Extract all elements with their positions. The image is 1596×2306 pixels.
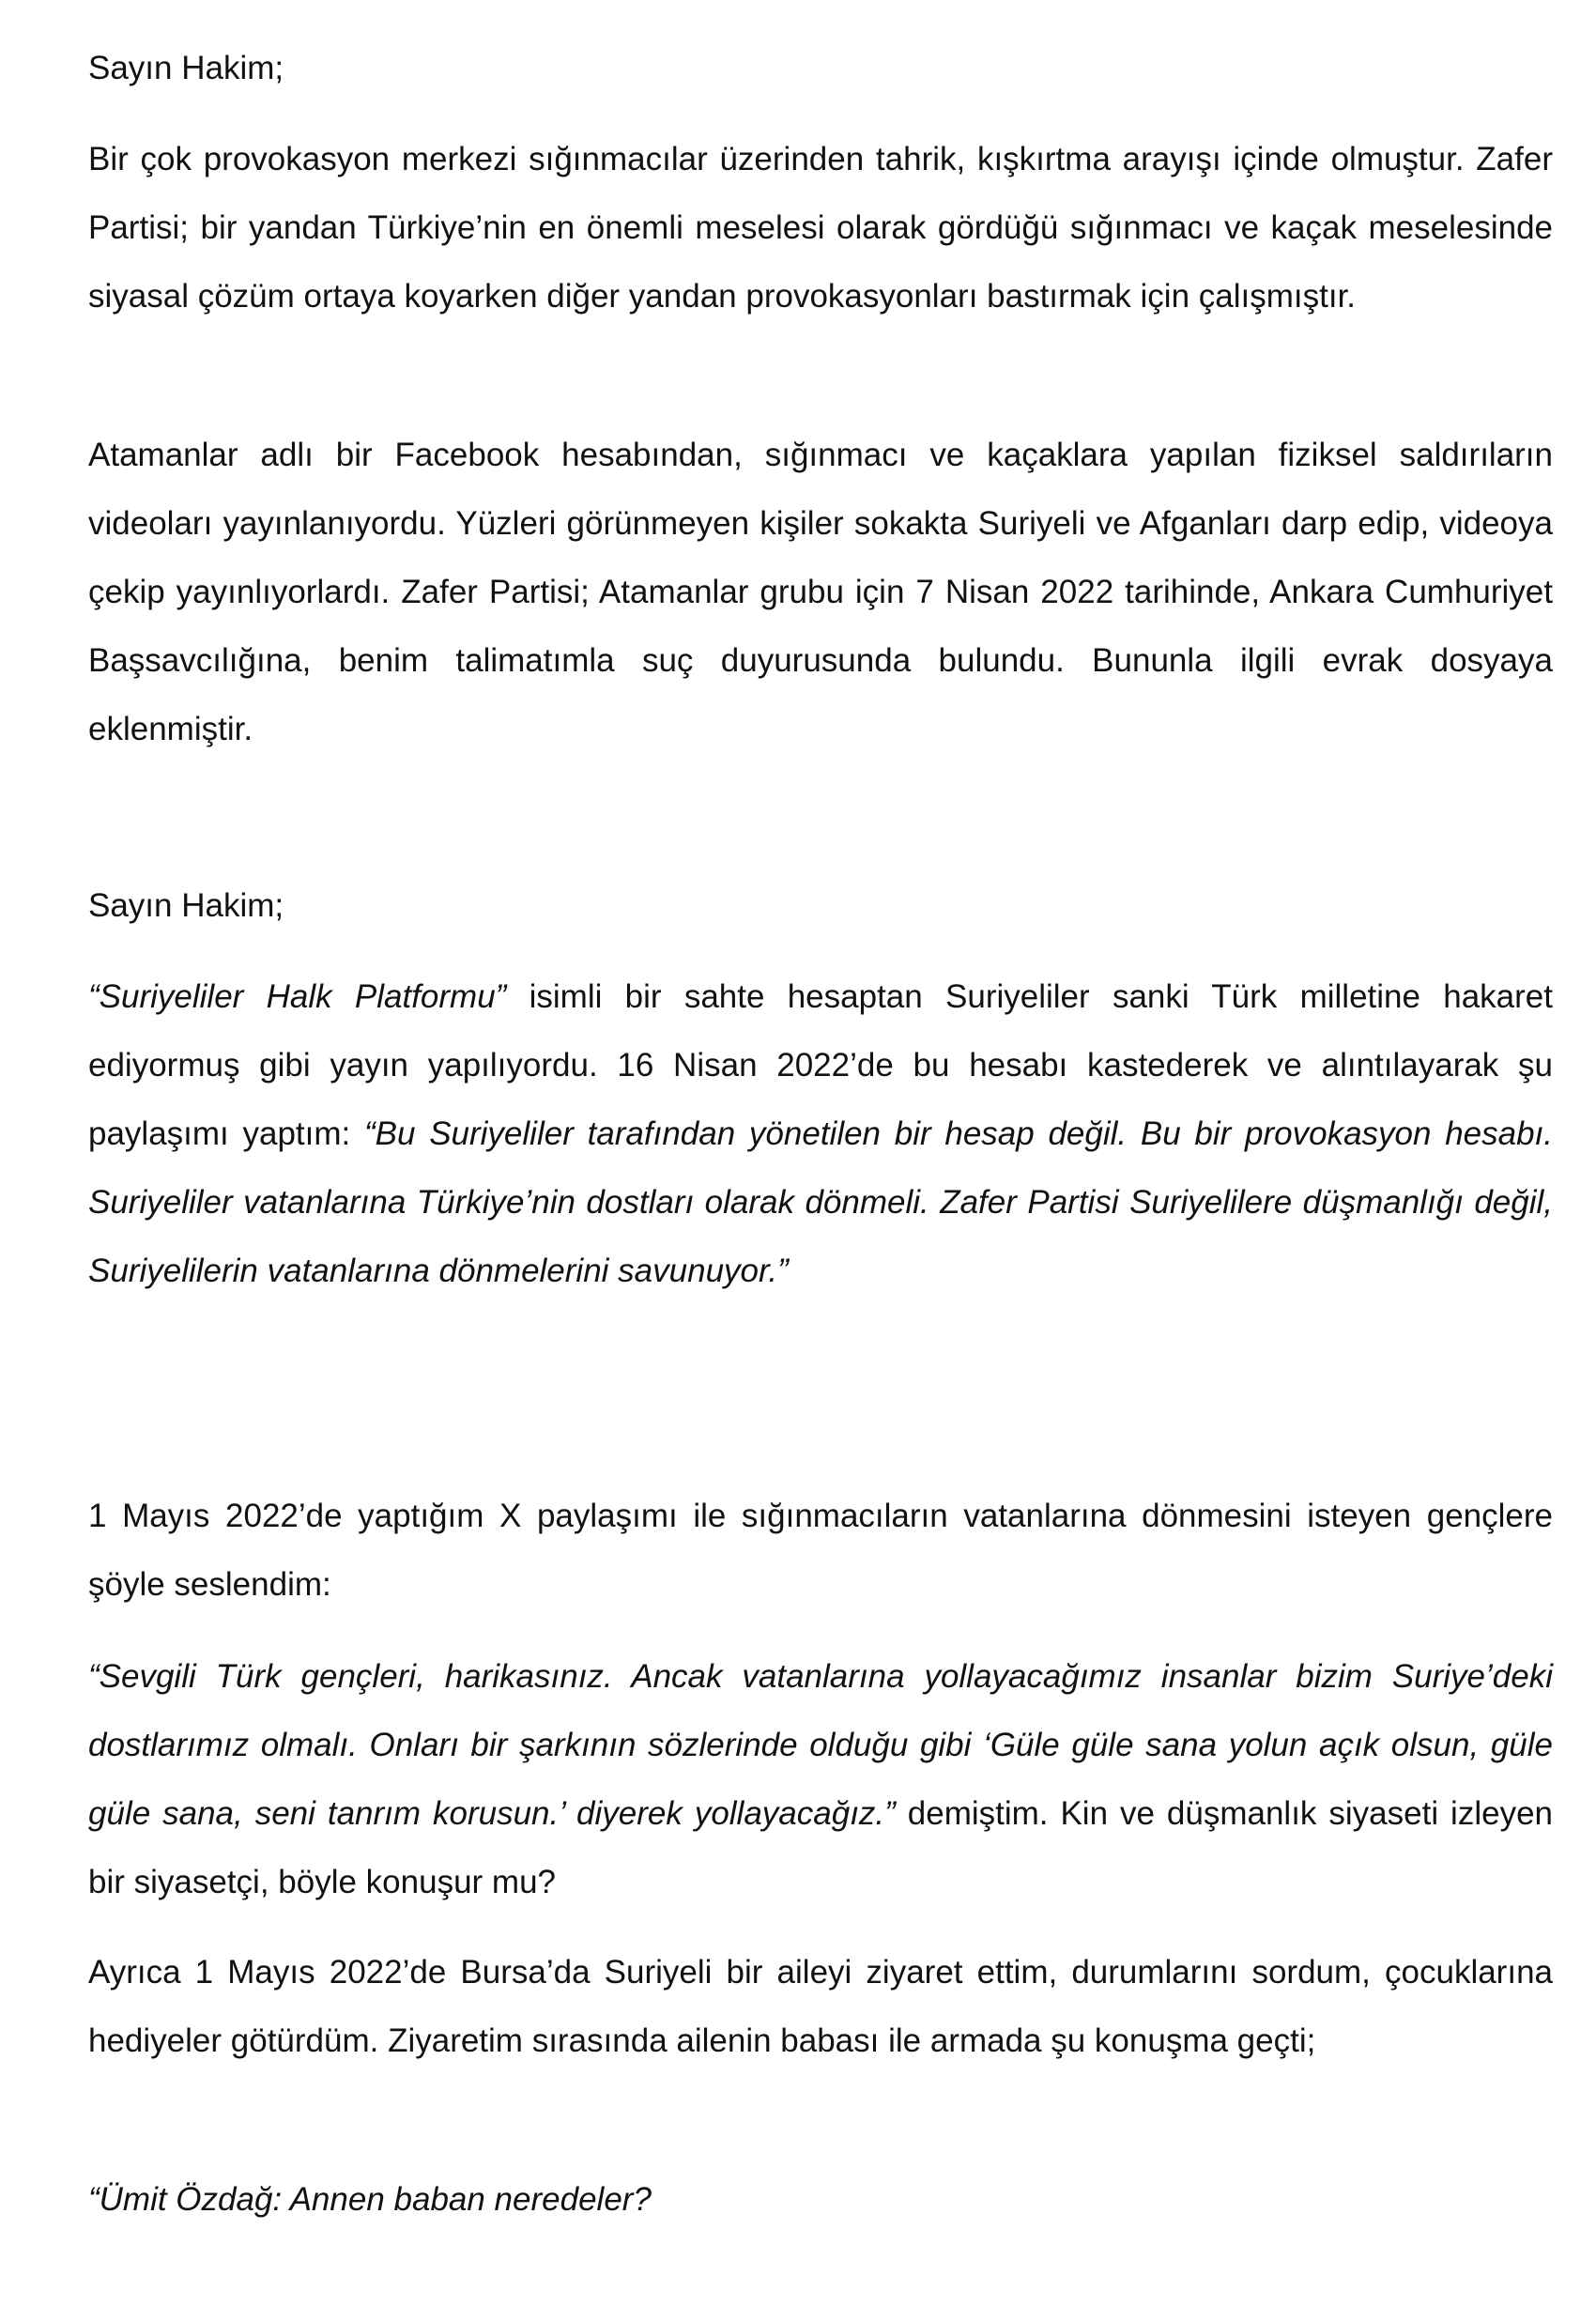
- paragraph-atamanlar-complaint: Atamanlar adlı bir Facebook hesabından, sığınmacı ve kaçaklara yapılan fiziksel saldırıların videoları yayınlanıyordu. Yüzleri görünmeyen kişiler sokakta Suriyeli ve Afganları darp edip, videoya çekip yayınlıyorlardı. Zafer Partisi; Atamanlar grubu için 7 Nisan 2022 tarihinde, Ankara Cumhuriyet Başsavcılığına, benim talimatımla suç duyurusunda bulundu. Bununla ilgili evrak dosyaya eklenmiştir.: [88, 437, 1553, 747]
- paragraph-dialogue-start: “Ümit Özdağ: Annen baban neredeler?: [88, 2181, 652, 2218]
- youth-quote: “Sevgili Türk gençleri, harikasınız. Ancak vatanlarına yollayacağımız insanlar bizim Suriye’deki dostlarımız olmalı. Onları bir şarkının sözlerinde olduğu gibi ‘Güle güle sana yolun açık olsun, güle güle sana, seni tanrım korusun.’ diyerek yollayacağız.”: [88, 1658, 1553, 1832]
- salutation-1: Sayın Hakim;: [88, 50, 284, 86]
- fake-account-text: isimli bir sahte hesaptan Suriyeliler sanki Türk milletine hakaret ediyormuş gibi yayın yapılıyordu. 16 Nisan 2022’de bu hesabı kastederek ve alıntılayarak şu paylaşımı yaptım:: [88, 978, 1553, 1152]
- paragraph-may-1-post: 1 Mayıs 2022’de yaptığım X paylaşımı ile sığınmacıların vatanlarına dönmesini isteyen gençlere şöyle seslendim:: [88, 1498, 1553, 1603]
- paragraph-bursa-visit: Ayrıca 1 Mayıs 2022’de Bursa’da Suriyeli bir aileyi ziyaret ettim, durumlarını sordum, çocuklarına hediyeler götürdüm. Ziyaretim sırasında ailenin babası ile armada şu konuşma geçti;: [88, 1954, 1553, 2059]
- fake-account-name: “Suriyeliler Halk Platformu”: [88, 978, 507, 1015]
- fake-account-quote: “Bu Suriyeliler tarafından yönetilen bir hesap değil. Bu bir provokasyon hesabı. Suriyeliler vatanlarına Türkiye’nin dostları olarak dönmeli. Zafer Partisi Suriyelilere düşmanlığı değil, Suriyelilerin vatanlarına dönmelerini savunuyor.”: [88, 1115, 1554, 1289]
- salutation-2: Sayın Hakim;: [88, 887, 284, 924]
- paragraph-fake-account: [88, 962, 1553, 1305]
- paragraph-youth-quote: [88, 1642, 1553, 1916]
- youth-quote-after: demiştim. Kin ve düşmanlık siyaseti izleyen bir siyasetçi, böyle konuşur mu?: [88, 1795, 1553, 1900]
- paragraph-provocation-centers: Bir çok provokasyon merkezi sığınmacılar üzerinden tahrik, kışkırtma arayışı içinde olmuştur. Zafer Partisi; bir yandan Türkiye’nin en önemli meselesi olarak gördüğü sığınmacı ve kaçak meselesinde siyasal çözüm ortaya koyarken diğer yandan provokasyonları bastırmak için çalışmıştır.: [88, 141, 1553, 315]
